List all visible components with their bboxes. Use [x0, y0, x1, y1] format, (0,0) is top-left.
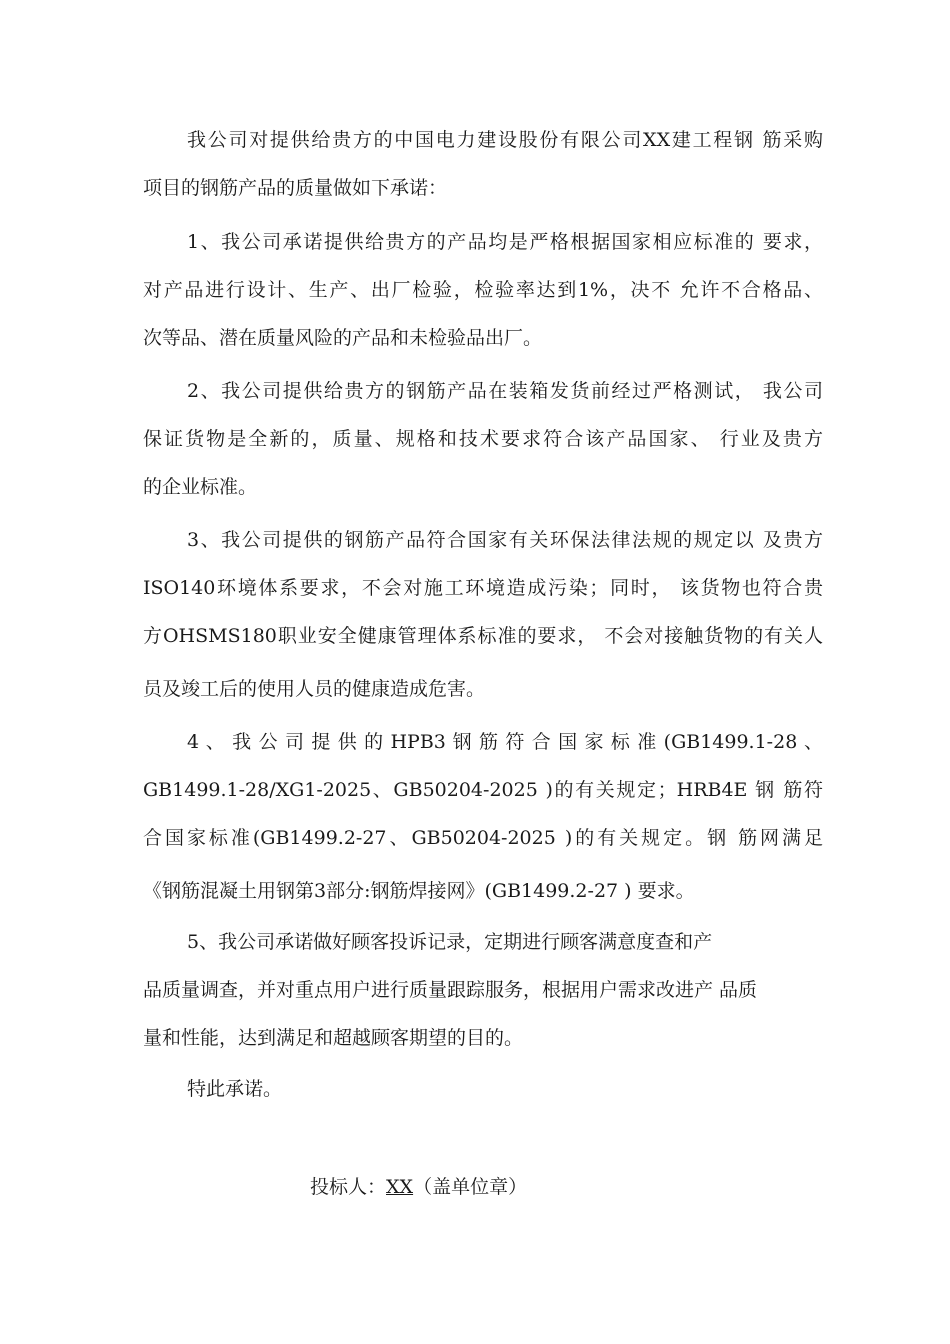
p1-line-1: 1、我公司承诺提供给贵方的产品均是严格根据国家相应标准的 要求， — [187, 231, 823, 253]
bidder-signature — [310, 1174, 527, 1200]
intro-line-2: 项目的钢筋产品的质量做如下承诺： — [143, 177, 448, 199]
bidder-name: XX — [386, 1176, 414, 1198]
p3-line-2: ISO140环境体系要求，不会对施工环境造成污染；同时， 该货物也符合贵 — [143, 577, 823, 599]
p5-line-2: 品质量调查，并对重点用户进行质量跟踪服务，根据用户需求改进产 品质 — [143, 979, 758, 1001]
p4-line-2: GB1499.1-28/XG1-2025、GB50204-2025 )的有关规定；HRB4E 钢 筋符 — [143, 779, 823, 801]
p3-line-1: 3、我公司提供的钢筋产品符合国家有关环保法律法规的规定以 及贵方 — [187, 529, 823, 551]
seal-note: （盖单位章） — [413, 1176, 528, 1198]
bidder-label: 投标人： — [310, 1176, 387, 1198]
p1-line-3: 次等品、潜在质量风险的产品和未检验品出厂。 — [143, 327, 543, 349]
closing-statement: 特此承诺。 — [187, 1078, 283, 1100]
p2-line-3: 的企业标准。 — [143, 476, 258, 498]
p3-line-4: 员及竣工后的使用人员的健康造成危害。 — [143, 678, 486, 700]
intro-line-1: 我公司对提供给贵方的中国电力建设股份有限公司XX建工程钢 筋采购 — [187, 129, 823, 151]
p4-line-3: 合国家标准(GB1499.2-27、GB50204-2025 )的有关规定。钢 筋网满足 — [143, 827, 823, 849]
p5-line-3: 量和性能，达到满足和超越顾客期望的目的。 — [143, 1027, 524, 1049]
p4-line-4: 《钢筋混凝土用钢第3部分:钢筋焊接网》(GB1499.2-27 ) 要求。 — [143, 880, 695, 902]
p3-line-3: 方OHSMS180职业安全健康管理体系标准的要求， 不会对接触货物的有关人 — [143, 625, 823, 647]
p4-line-1: 4 、 我 公 司 提 供 的 HPB3 钢 筋 符 合 国 家 标 准 (GB1499.1-28 、 — [187, 731, 823, 753]
p2-line-1: 2、我公司提供给贵方的钢筋产品在装箱发货前经过严格测试， 我公司 — [187, 380, 823, 402]
p5-line-1: 5、我公司承诺做好顾客投诉记录，定期进行顾客满意度查和产 — [187, 931, 713, 953]
p2-line-2: 保证货物是全新的，质量、规格和技术要求符合该产品国家、 行业及贵方 — [143, 428, 823, 450]
p1-line-2: 对产品进行设计、生产、出厂检验，检验率达到1%，决不 允许不合格品、 — [143, 279, 823, 301]
